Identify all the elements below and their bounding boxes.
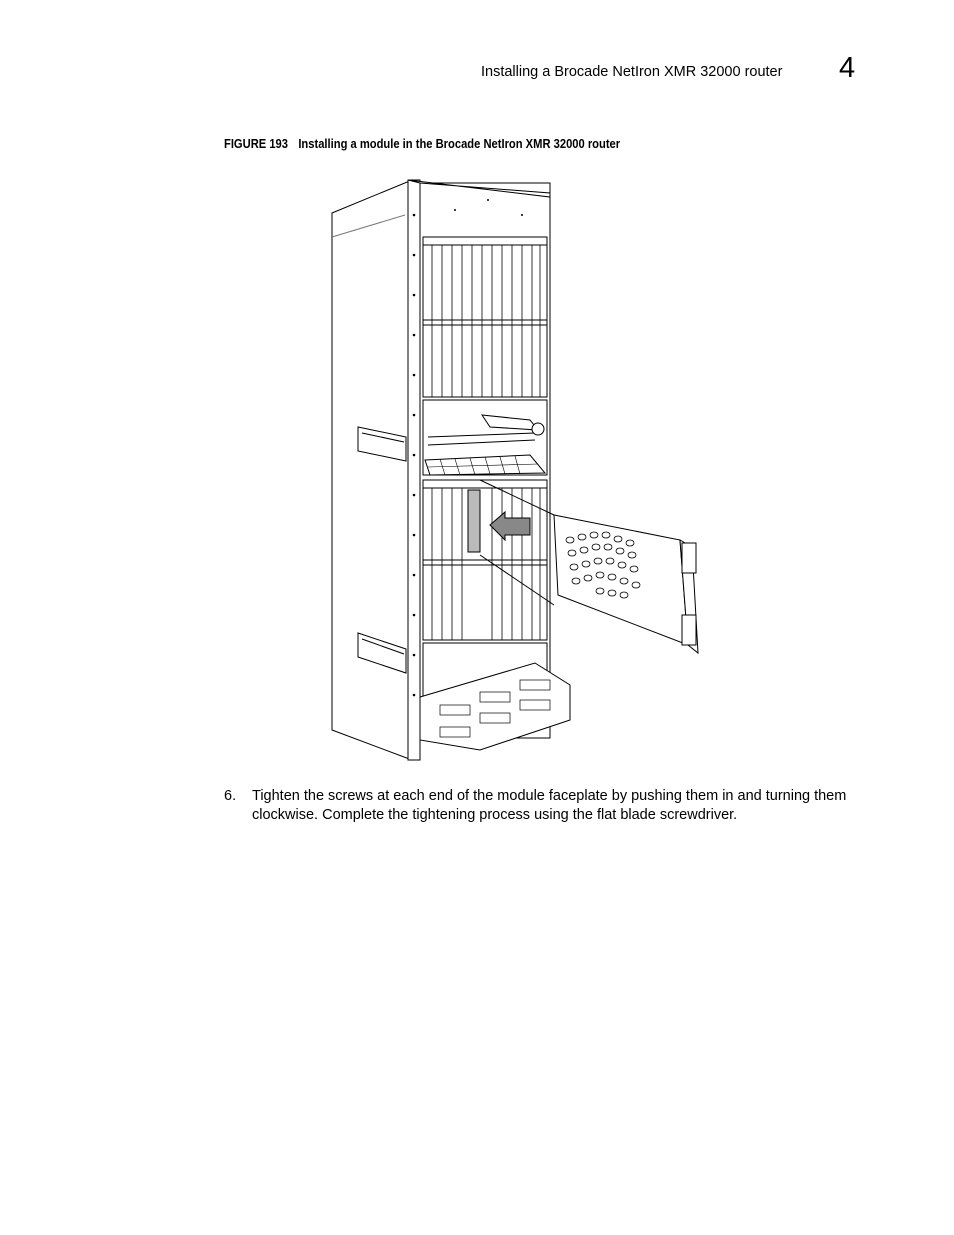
procedure-step [224,787,874,825]
figure-label: FIGURE 193 [224,136,289,151]
empty-module-slot [468,490,480,552]
router-illustration [320,175,710,765]
chassis-side-panel [332,180,412,760]
interface-module [554,515,688,645]
figure-caption [224,136,620,151]
module-faceplate-ejector [682,543,696,573]
step-text: Tighten the screws at each end of the module faceplate by pushing them in and turning them clockwise. Complete the tightening process using the flat blade screwdriver. [252,788,847,823]
mounting-rail [408,180,420,760]
running-header-title: Installing a Brocade NetIron XMR 32000 router [481,64,783,80]
figure-caption-text: Installing a module in the Brocade NetIron XMR 32000 router [298,136,621,151]
chapter-number: 4 [839,52,856,84]
step-number: 6. [224,788,237,804]
